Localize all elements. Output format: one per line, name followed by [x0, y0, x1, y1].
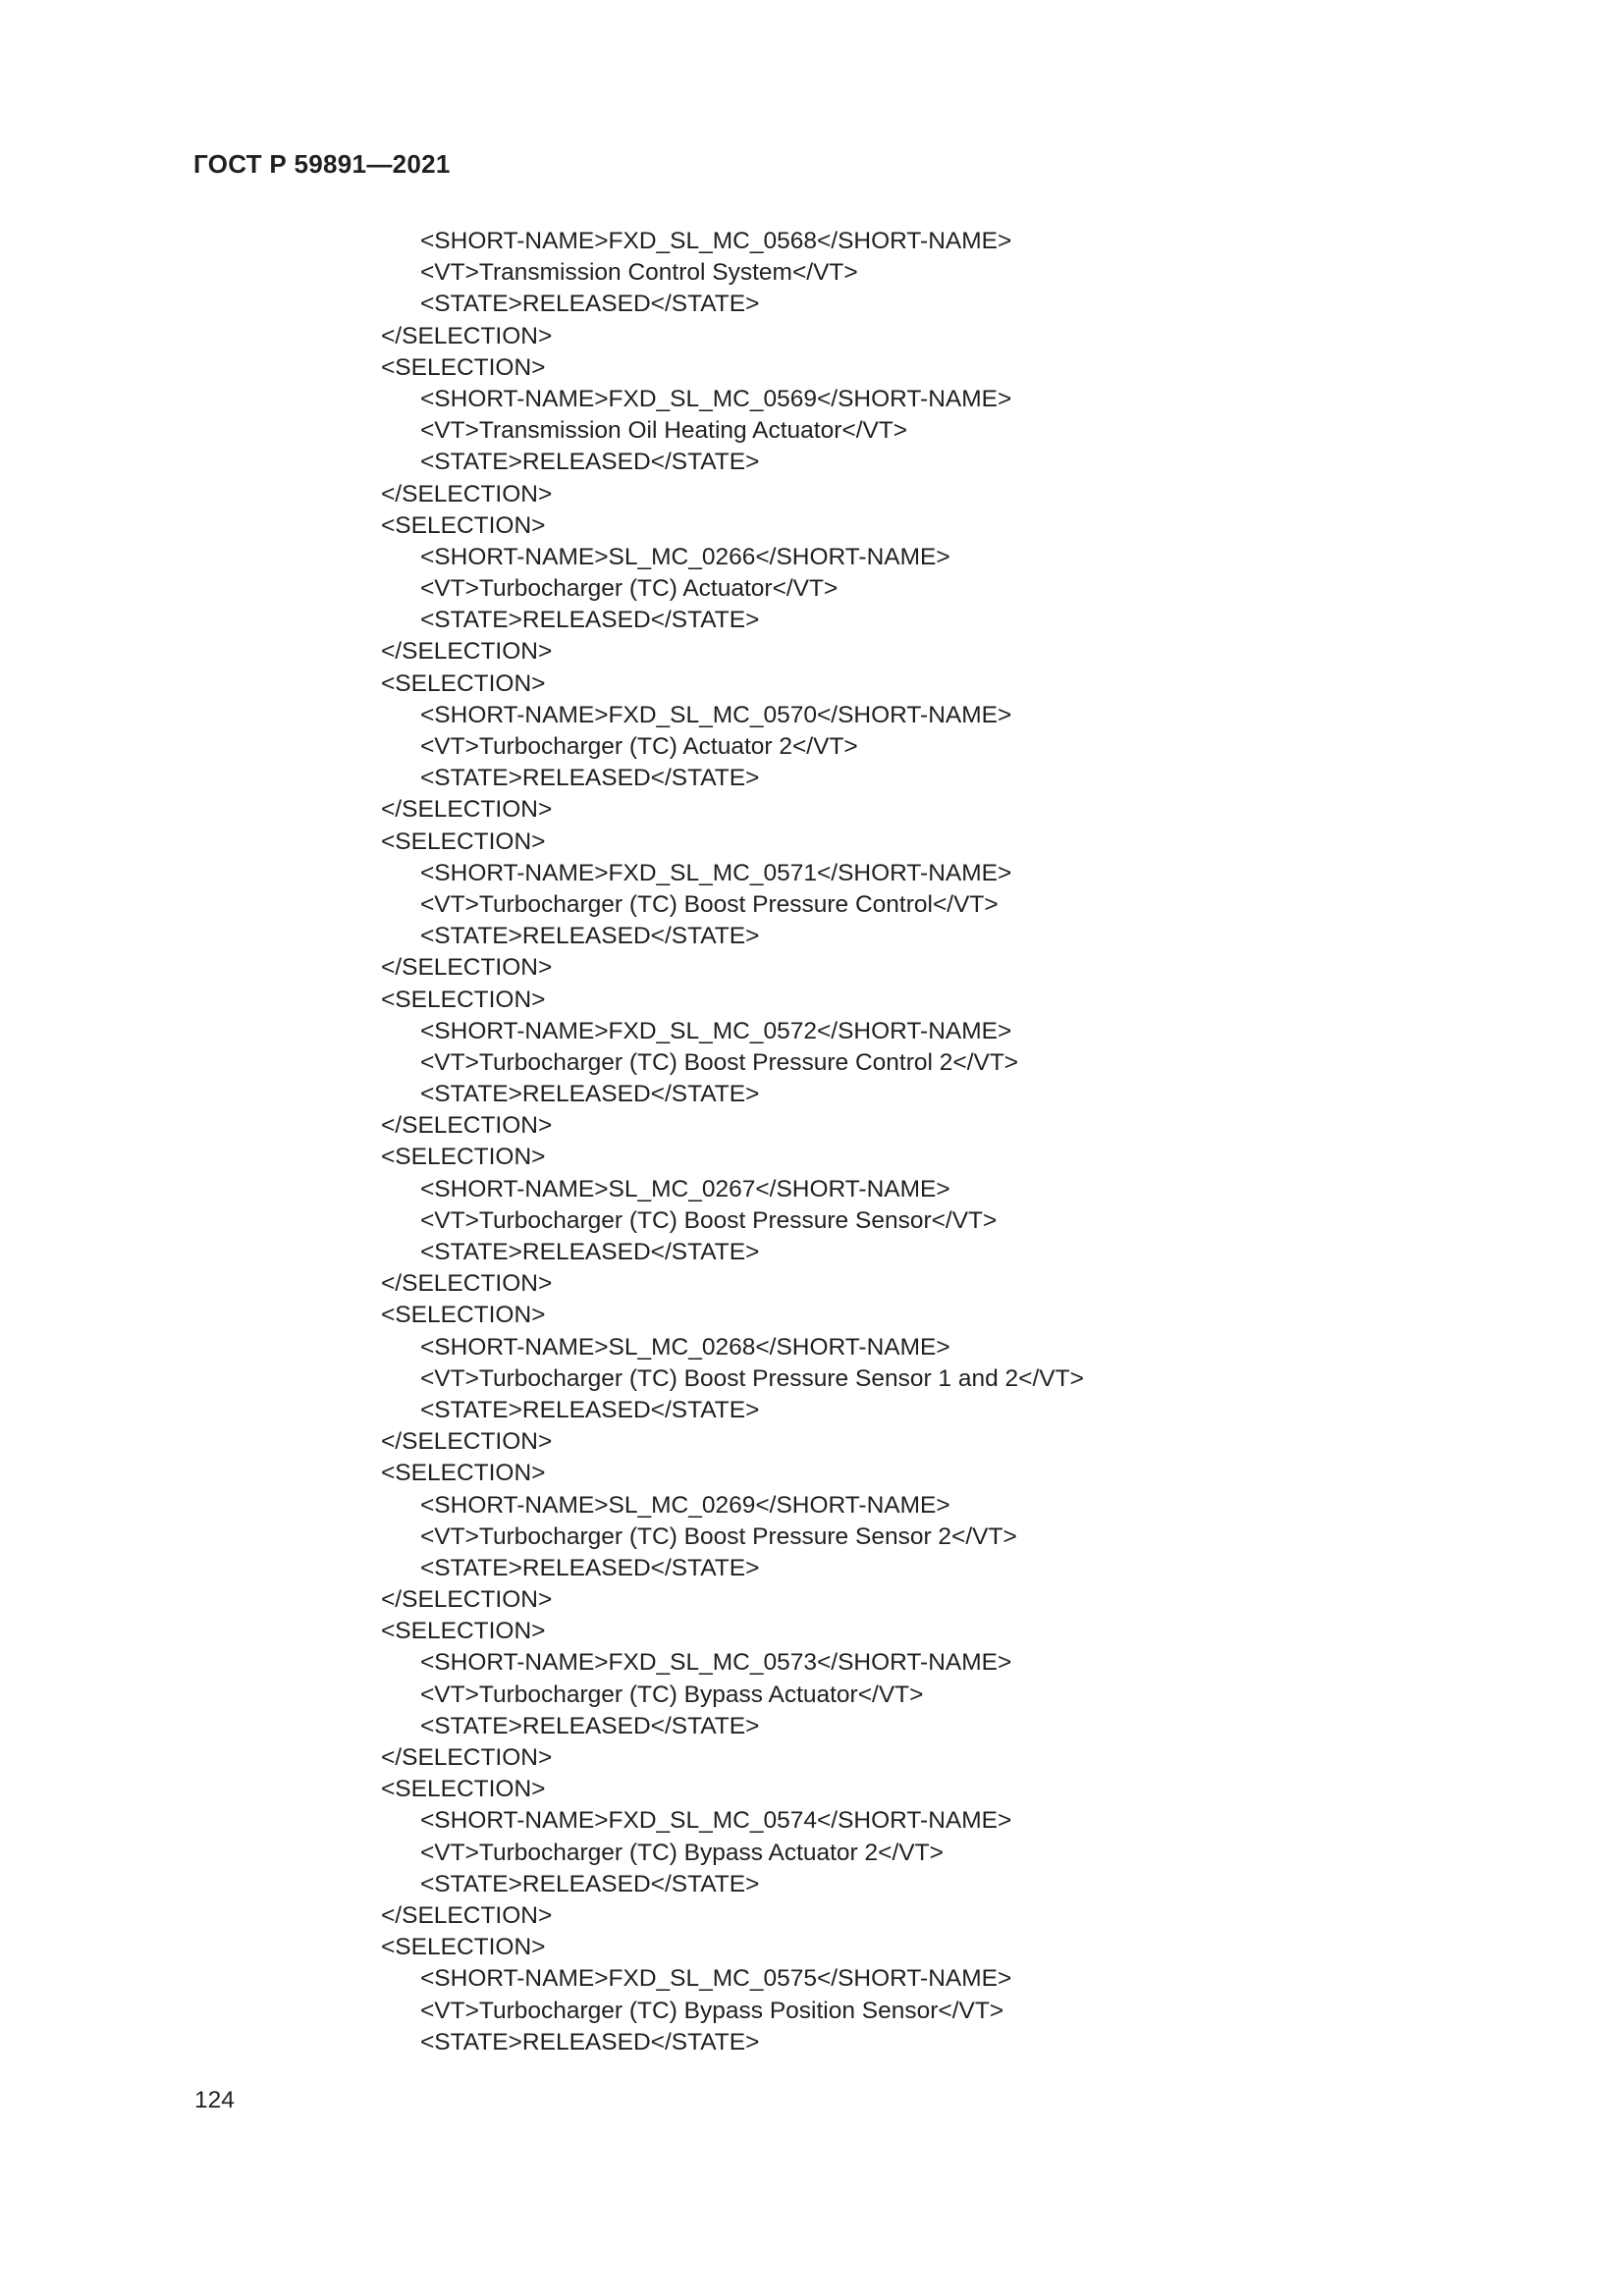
code-line: <SHORT-NAME>SL_MC_0266</SHORT-NAME> — [420, 543, 950, 570]
code-line: <VT>Turbocharger (TC) Bypass Actuator</VT> — [420, 1681, 924, 1708]
code-line: <SELECTION> — [381, 1144, 546, 1171]
code-line: <STATE>RELEASED</STATE> — [420, 765, 760, 792]
document-header: ГОСТ Р 59891—2021 — [193, 149, 451, 179]
xml-code-listing — [0, 226, 1624, 2058]
code-line: <VT>Turbocharger (TC) Boost Pressure Sensor 1 and 2</VT> — [420, 1364, 1084, 1392]
code-line: </SELECTION> — [381, 322, 553, 349]
code-line: <VT>Turbocharger (TC) Bypass Actuator 2</VT> — [420, 1839, 944, 1866]
code-line: <SELECTION> — [381, 1618, 546, 1645]
code-line: <SELECTION> — [381, 1776, 546, 1803]
code-line: <SELECTION> — [381, 511, 546, 539]
code-line: <SELECTION> — [381, 1302, 546, 1329]
code-line: </SELECTION> — [381, 1270, 553, 1298]
code-line: <STATE>RELEASED</STATE> — [420, 1870, 760, 1897]
code-line: </SELECTION> — [381, 1901, 553, 1929]
code-line: <STATE>RELEASED</STATE> — [420, 1081, 760, 1108]
code-line: <SHORT-NAME>FXD_SL_MC_0570</SHORT-NAME> — [420, 701, 1012, 728]
code-line: <SHORT-NAME>FXD_SL_MC_0568</SHORT-NAME> — [420, 228, 1012, 254]
page-number: 124 — [194, 2087, 235, 2113]
code-line: <STATE>RELEASED</STATE> — [420, 1396, 760, 1423]
code-line: <SHORT-NAME>FXD_SL_MC_0572</SHORT-NAME> — [420, 1017, 1012, 1044]
code-line: <VT>Transmission Oil Heating Actuator</VT> — [420, 417, 908, 445]
code-line: <SHORT-NAME>FXD_SL_MC_0573</SHORT-NAME> — [420, 1649, 1012, 1677]
code-line: </SELECTION> — [381, 1744, 553, 1771]
code-line: <SHORT-NAME>SL_MC_0269</SHORT-NAME> — [420, 1491, 950, 1519]
code-line: </SELECTION> — [381, 1428, 553, 1456]
code-line: <VT>Turbocharger (TC) Boost Pressure Control 2</VT> — [420, 1048, 1019, 1076]
code-line: <SELECTION> — [381, 986, 546, 1013]
code-line: </SELECTION> — [381, 954, 553, 982]
code-line: <VT>Turbocharger (TC) Actuator</VT> — [420, 575, 839, 603]
code-line: <STATE>RELEASED</STATE> — [420, 607, 760, 634]
code-line: <VT>Turbocharger (TC) Boost Pressure Sensor</VT> — [420, 1206, 998, 1234]
code-line: <STATE>RELEASED</STATE> — [420, 1712, 760, 1739]
code-line: <STATE>RELEASED</STATE> — [420, 2028, 760, 2056]
code-line: <SHORT-NAME>FXD_SL_MC_0574</SHORT-NAME> — [420, 1807, 1012, 1835]
code-line: <VT>Turbocharger (TC) Bypass Position Sensor</VT> — [420, 1997, 1004, 2024]
code-line: <SHORT-NAME>SL_MC_0267</SHORT-NAME> — [420, 1175, 950, 1202]
code-line: <STATE>RELEASED</STATE> — [420, 291, 760, 318]
code-line: </SELECTION> — [381, 638, 553, 666]
code-line: <SHORT-NAME>FXD_SL_MC_0575</SHORT-NAME> — [420, 1965, 1012, 1993]
code-line: <SHORT-NAME>FXD_SL_MC_0571</SHORT-NAME> — [420, 859, 1012, 886]
code-line: <SELECTION> — [381, 353, 546, 381]
code-line: <SELECTION> — [381, 1460, 546, 1487]
code-line: <VT>Transmission Control System</VT> — [420, 259, 858, 287]
code-line: <SHORT-NAME>FXD_SL_MC_0569</SHORT-NAME> — [420, 385, 1012, 412]
code-line: </SELECTION> — [381, 1112, 553, 1140]
code-line: <STATE>RELEASED</STATE> — [420, 449, 760, 476]
code-line: <SHORT-NAME>SL_MC_0268</SHORT-NAME> — [420, 1333, 950, 1361]
code-line: <VT>Turbocharger (TC) Actuator 2</VT> — [420, 733, 858, 760]
code-line: <VT>Turbocharger (TC) Boost Pressure Sensor 2</VT> — [420, 1522, 1017, 1550]
code-line: <SELECTION> — [381, 669, 546, 697]
code-line: <STATE>RELEASED</STATE> — [420, 1239, 760, 1265]
code-line: <VT>Turbocharger (TC) Boost Pressure Control</VT> — [420, 890, 999, 918]
code-line: <SELECTION> — [381, 1934, 546, 1961]
code-line: <STATE>RELEASED</STATE> — [420, 923, 760, 950]
code-line: <STATE>RELEASED</STATE> — [420, 1554, 760, 1581]
code-line: </SELECTION> — [381, 1586, 553, 1614]
code-line: </SELECTION> — [381, 796, 553, 824]
code-line: <SELECTION> — [381, 828, 546, 855]
code-line: </SELECTION> — [381, 480, 553, 507]
